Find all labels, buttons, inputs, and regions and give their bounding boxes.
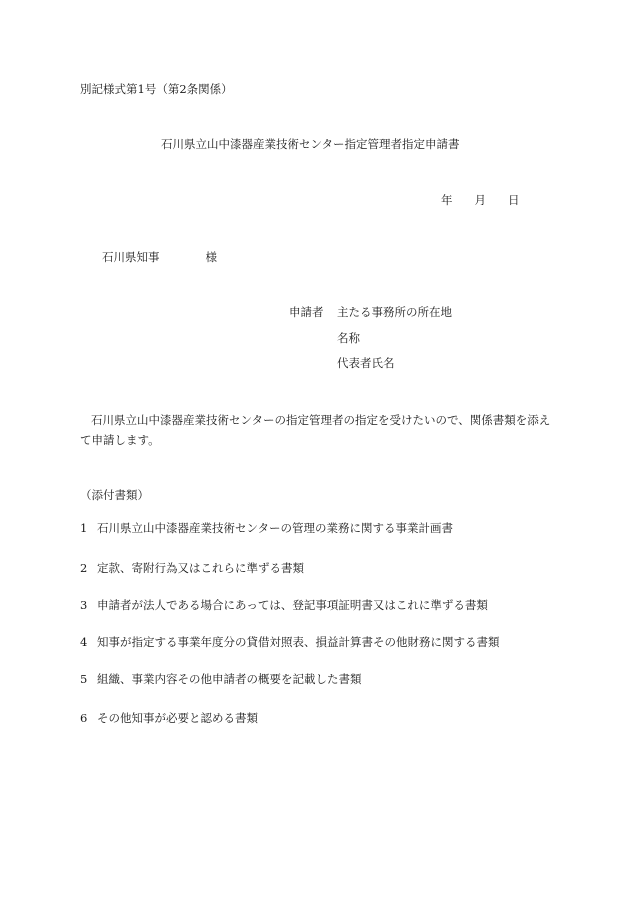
date-line	[441, 193, 520, 207]
attachment-number: 3	[80, 598, 88, 612]
applicant-label: 申請者	[289, 305, 324, 319]
attachment-item	[80, 672, 362, 686]
applicant-field-office-address: 主たる事務所の所在地	[337, 305, 452, 319]
attachment-text: 組織、事業内容その他申請者の概要を記載した書類	[97, 672, 362, 686]
application-body-text: 石川県立山中漆器産業技術センターの指定管理者の指定を受けたいので、関係書類を添えて申請します。	[80, 413, 551, 447]
form-number: 別記様式第1号（第2条関係）	[80, 82, 233, 96]
attachment-item	[80, 711, 258, 725]
applicant-field-representative: 代表者氏名	[337, 356, 395, 370]
attachment-number: 4	[80, 635, 88, 649]
applicant-field-name: 名称	[337, 331, 360, 345]
attachment-text: 石川県立山中漆器産業技術センターの管理の業務に関する事業計画書	[97, 521, 454, 535]
addressee-name: 石川県知事	[102, 250, 160, 264]
attachment-number: 5	[80, 672, 88, 686]
attachment-number: 2	[80, 561, 88, 575]
document-title: 石川県立山中漆器産業技術センター指定管理者指定申請書	[161, 137, 460, 151]
attachment-item	[80, 561, 304, 575]
attachment-text: 定款、寄附行為又はこれらに準ずる書類	[97, 561, 304, 575]
attachment-text: その他知事が必要と認める書類	[97, 711, 258, 725]
attachments-heading: （添付書類）	[80, 488, 149, 502]
attachment-item	[80, 635, 500, 649]
attachment-item	[80, 598, 488, 612]
attachment-number: 6	[80, 711, 88, 725]
addressee	[102, 250, 217, 264]
attachment-number: 1	[80, 521, 88, 535]
addressee-honorific: 様	[205, 250, 217, 264]
date-month-label: 月	[474, 193, 486, 207]
attachment-text: 知事が指定する事業年度分の貸借対照表、損益計算書その他財務に関する書類	[97, 635, 500, 649]
date-year-label: 年	[441, 193, 453, 207]
attachment-item	[80, 521, 453, 535]
attachment-text: 申請者が法人である場合にあっては、登記事項証明書又はこれに準ずる書類	[97, 598, 488, 612]
date-day-label: 日	[508, 193, 520, 207]
